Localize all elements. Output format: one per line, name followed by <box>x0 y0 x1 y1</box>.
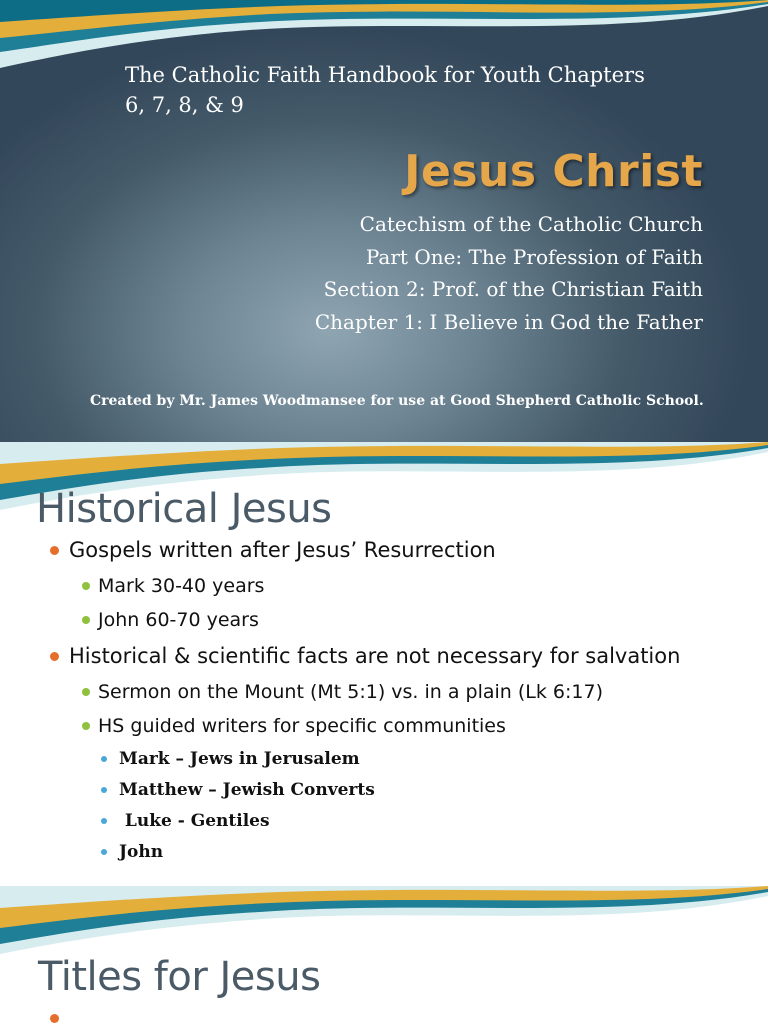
bullet-level-3 <box>101 811 270 831</box>
bullet-level-3 <box>101 780 375 800</box>
bullet-text: Gospels written after Jesus’ Resurrection <box>69 538 496 562</box>
bullet-text: Sermon on the Mount (Mt 5:1) vs. in a plain (Lk 6:17) <box>98 681 604 703</box>
title-slide <box>0 0 768 442</box>
handbook-subtitle <box>125 60 725 120</box>
bullet-text: HS guided writers for specific communities <box>98 715 506 737</box>
bullet-dot-icon <box>50 546 59 555</box>
bullet-level-1 <box>50 644 680 668</box>
titles-for-jesus-slide <box>0 886 768 1024</box>
bullet-dot-icon <box>82 722 90 730</box>
slide-title: Jesus Christ <box>404 146 703 197</box>
subtitle-line-2: 6, 7, 8, & 9 <box>125 93 244 117</box>
bullet-level-3 <box>101 842 163 862</box>
bullet-dot-icon <box>101 818 107 824</box>
bullet-text: Historical & scientific facts are not necessary for salvation <box>69 644 681 668</box>
bullet-dot-icon <box>82 582 90 590</box>
bullet-level-2 <box>82 681 603 703</box>
catechism-line: Catechism of the Catholic Church <box>359 212 703 236</box>
header-swoosh-decoration <box>0 886 768 956</box>
bullet-text: Mark 30-40 years <box>98 575 265 597</box>
bullet-dot-icon <box>101 849 107 855</box>
slide-title: Titles for Jesus <box>38 954 321 1000</box>
bullet-dot-icon <box>50 1014 59 1023</box>
catechism-reference <box>315 208 703 338</box>
bullet-dot-icon <box>101 756 107 762</box>
bullet-text: John <box>119 842 164 862</box>
author-credit: Created by Mr. James Woodmansee for use at Good Shepherd Catholic School. <box>90 393 704 409</box>
bullet-level-3 <box>101 749 360 769</box>
catechism-line: Chapter 1: I Believe in God the Father <box>314 309 703 334</box>
bullet-dot-icon <box>101 787 107 793</box>
bullet-level-2 <box>82 715 506 737</box>
bullet-text: Matthew – Jewish Converts <box>119 780 375 800</box>
subtitle-line-1: The Catholic Faith Handbook for Youth Chapters <box>125 63 645 87</box>
bullet-dot-icon <box>82 688 90 696</box>
catechism-line: Part One: The Profession of Faith <box>365 244 703 269</box>
bullet-level-1 <box>50 538 496 562</box>
bullet-dot-icon <box>50 652 59 661</box>
bullet-text: John 60-70 years <box>98 609 259 631</box>
bullet-dot-icon <box>82 616 90 624</box>
bullet-level-2 <box>82 609 259 631</box>
bullet-level-1-cut-off <box>50 1014 69 1023</box>
historical-jesus-slide <box>0 442 768 886</box>
bullet-text: Mark – Jews in Jerusalem <box>119 749 360 769</box>
bullet-text: Luke - Gentiles <box>119 811 270 831</box>
catechism-line: Section 2: Prof. of the Christian Faith <box>323 277 703 301</box>
slide-title: Historical Jesus <box>36 486 332 532</box>
bullet-level-2 <box>82 575 264 597</box>
